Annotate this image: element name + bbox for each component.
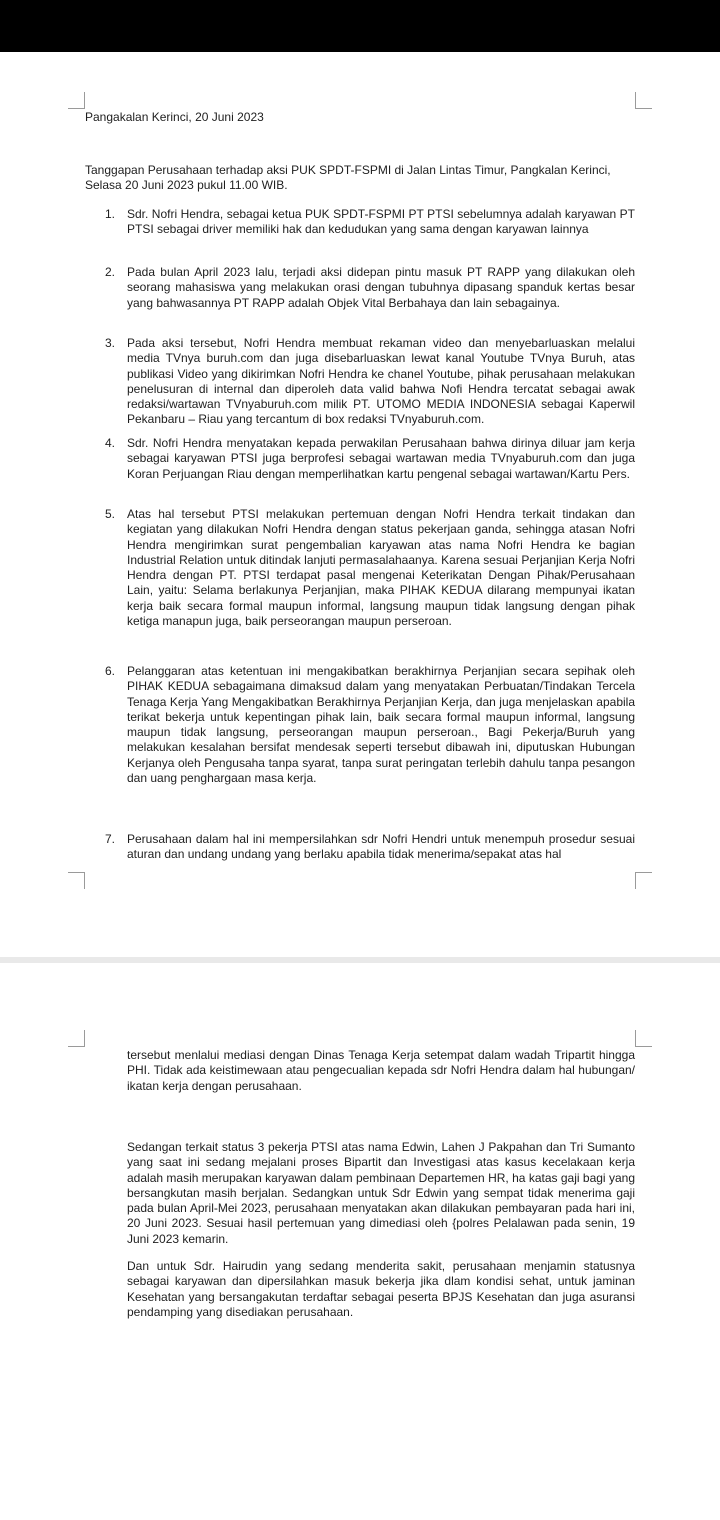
list-item-number: 6. xyxy=(105,664,116,678)
continuation-paragraph: tersebut menlalui mediasi dengan Dinas Tenaga Kerja setempat dalam wadah Tripartit hingga PHI. Tidak ada keistimewaan atau pengecualian kepada sdr Nofri Hendra dalam hal hubungan/ ikatan kerja dengan perusahaan. xyxy=(127,1048,635,1093)
list-item-text: Pada aksi tersebut, Nofri Hendra membuat rekaman video dan menyebarluaskan melalui media TVnya buruh.com dan juga disebarluaskan lewat kanal Youtube TVnya Buruh, atas publikasi Video yang dikirimkan Nofri Hendra ke chanel Youtube, pihak perusahaan melakukan penelusuran di internal dan diperoleh data valid bahwa Nofi Hendra tercatat sebagai awak redaksi/wartawan TVnyaburuh.com milik PT. UTOMO MEDIA INDONESIA sebagai Kaperwil Pekanbaru – Riau yang tercantum di box redaksi TVnyaburuh.com. xyxy=(127,336,635,427)
list-item-text: Pelanggaran atas ketentuan ini mengakibatkan berakhirnya Perjanjian secara sepihak oleh PIHAK KEDUA sebagaimana dimaksud dalam yang menyatakan Perbuatan/Tindakan Tercela Tenaga Kerja Yang Mengakibatkan Berakhirnya Perjanjian Kerja, dan juga menjelaskan apabila terikat bekerja untuk kepentingan pihak lain, baik secara formal maupun informal, langsung maupun tidak langsung, perseorangan maupun perseroan., Bagi Pekerja/Buruh yang melakukan kesalahan bersifat mendesak seperti tersebut dibawah ini, diputuskan Hubungan Kerjanya oleh Pengusaha tanpa syarat, tanpa surat peringatan terlebih dahulu tanpa pesangon dan uang penghargaan masa kerja. xyxy=(127,664,635,786)
margin-corner-mark xyxy=(68,872,85,889)
document-page-2 xyxy=(0,963,720,1520)
list-item-text: Atas hal tersebut PTSI melakukan pertemuan dengan Nofri Hendra terkait tindakan dan kegiatan yang dilakukan Nofri Hendra dengan status pekerjaan ganda, sehingga atasan Nofri Hendra mengirimkan surat pengembalian karyawan atas nama Nofri Hendra ke bagian Industrial Relation untuk ditindak lanjuti permasalahaanya. Karena sesuai Perjanjian Kerja Nofri Hendra dengan PT. PTSI terdapat pasal mengenai Keterikatan Dengan Pihak/Perusahaan Lain, yaitu: Selama berlakunya Perjanjian, maka PIHAK KEDUA dilarang mempunyai ikatan kerja baik secara formal maupun informal, langsung maupun tidak langsung dengan pihak ketiga manapun juga, baik perseorangan maupun perseroan. xyxy=(127,507,635,629)
margin-corner-mark xyxy=(635,92,652,109)
list-item-text: Perusahaan dalam hal ini mempersilahkan sdr Nofri Hendri untuk menempuh prosedur sesuai aturan dan undang undang yang berlaku apabila tidak menerima/sepakat atas hal xyxy=(127,832,635,862)
margin-corner-mark xyxy=(68,92,85,109)
list-item-number: 4. xyxy=(105,436,116,450)
list-item-text: Sdr. Nofri Hendra menyatakan kepada perwakilan Perusahaan bahwa dirinya diluar jam kerja sebagai karyawan PTSI juga berprofesi sebagai wartawan media TVnyaburuh.com dan juga Koran Perjuangan Riau dengan memperlihatkan kartu pengenal sebagai wartawan/Kartu Pers. xyxy=(127,436,635,481)
margin-corner-mark xyxy=(635,1030,652,1047)
list-item-number: 7. xyxy=(105,832,116,846)
list-item-number: 2. xyxy=(105,265,116,279)
date-line: Pangakalan Kerinci, 20 Juni 2023 xyxy=(85,110,264,124)
list-item-text: Pada bulan April 2023 lalu, terjadi aksi didepan pintu masuk PT RAPP yang dilakukan oleh seorang mahasiswa yang melakukan orasi dengan tubuhnya dipasang spanduk kertas besar yang bahwasannya PT RAPP adalah Objek Vital Berbahaya dan lain sebagainya. xyxy=(127,265,635,310)
status-bar xyxy=(0,0,720,52)
list-item-number: 1. xyxy=(105,207,116,221)
intro-paragraph: Tanggapan Perusahaan terhadap aksi PUK SPDT-FSPMI di Jalan Lintas Timur, Pangkalan Kerinci, Selasa 20 Juni 2023 pukul 11.00 WIB. xyxy=(85,163,611,193)
list-item-number: 5. xyxy=(105,507,116,521)
list-item-text: Sdr. Nofri Hendra, sebagai ketua PUK SPDT-FSPMI PT PTSI sebelumnya adalah karyawan PT PTSI sebagai driver memiliki hak dan kedudukan yang sama dengan karyawan lainnya xyxy=(127,207,635,237)
workers-status-paragraph: Sedangan terkait status 3 pekerja PTSI atas nama Edwin, Lahen J Pakpahan dan Tri Sumanto yang saat ini sedang mejalani proses Bipartit dan Investigasi atas kasus kecelakaan kerja adalah masih merupakan karyawan dalam pembinaan Departemen HR, ha katas gaji bagi yang bersangkutan masih berjalan. Sedangkan untuk Sdr Edwin yang sempat tidak menerima gaji pada bulan April-Mei 2023, perusahaan menyatakan akan dilakukan pembayaran pada hari ini, 20 Juni 2023. Sesuai hasil pertemuan yang dimediasi oleh {polres Pelalawan pada senin, 19 Juni 2023 kemarin. xyxy=(127,1140,635,1246)
margin-corner-mark xyxy=(68,1030,85,1047)
document-page-1 xyxy=(0,52,720,957)
margin-corner-mark xyxy=(635,872,652,889)
list-item-number: 3. xyxy=(105,336,116,350)
hairudin-paragraph: Dan untuk Sdr. Hairudin yang sedang menderita sakit, perusahaan menjamin statusnya sebagai karyawan dan dipersilahkan masuk bekerja jika dlam kondisi sehat, untuk jaminan Kesehatan yang bersangakutan terdaftar sebagai peserta BPJS Kesehatan dan juga asuransi pendamping yang disediakan perusahaan. xyxy=(127,1259,635,1319)
